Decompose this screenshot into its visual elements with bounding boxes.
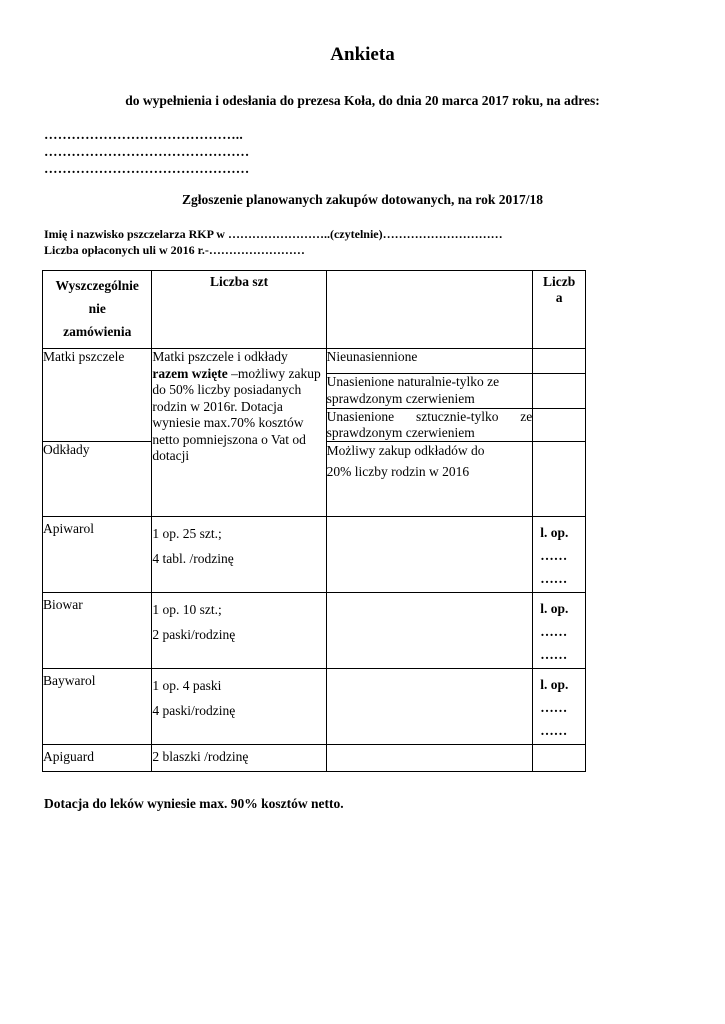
- count-label: l. op.: [540, 525, 569, 540]
- page-title: Ankieta: [330, 44, 395, 65]
- med-desc-line1: 1 op. 10 szt.;: [152, 602, 222, 617]
- matki-desc-pre: Matki pszczele i odkłady: [152, 349, 288, 364]
- matki-label: Matki pszczele: [43, 349, 152, 442]
- med-desc-apiwarol: [152, 517, 326, 593]
- subtitle: do wypełnienia i odesłania do prezesa Koła, do dnia 20 marca 2017 roku, na adres:: [125, 93, 600, 108]
- med-empty[interactable]: [326, 517, 533, 593]
- header-item-type-line3: zamówienia: [63, 324, 132, 339]
- table-header-row: [43, 271, 586, 349]
- address-line-2: ………………………………………: [44, 144, 250, 159]
- matki-count-3[interactable]: [533, 409, 586, 442]
- med-desc-line1: 1 op. 25 szt.;: [152, 526, 222, 541]
- footer-note: Dotacja do leków wyniesie max. 90% kosztów netto.: [44, 796, 344, 811]
- med-name-apiguard: Apiguard: [43, 745, 152, 772]
- odklady-label: Odkłady: [43, 442, 152, 517]
- med-desc-line2: 4 tabl. /rodzinę: [152, 551, 234, 566]
- matki-option-2: Unasienione naturalnie-tylko ze sprawdzonym czerwieniem: [326, 374, 533, 409]
- med-desc-line1: 1 op. 4 paski: [152, 678, 222, 693]
- med-count-apiguard[interactable]: [533, 745, 586, 772]
- med-name-biowar: Biowar: [43, 593, 152, 669]
- matki-option-3: Unasienione sztucznie-tylko ze sprawdzonym czerwieniem: [326, 409, 533, 440]
- med-empty[interactable]: [326, 745, 533, 772]
- count-label: l. op.: [540, 677, 569, 692]
- med-desc-line2: 4 paski/rodzinę: [152, 703, 236, 718]
- med-empty[interactable]: [326, 669, 533, 745]
- med-desc-line2: 2 paski/rodzinę: [152, 627, 236, 642]
- count-dots-1: ……: [540, 548, 568, 563]
- section-heading: Zgłoszenie planowanych zakupów dotowanych, na rok 2017/18: [182, 192, 543, 207]
- beekeeper-name-line: Imię i nazwisko pszczelarza RKP w ……………………..(czytelnie)…………………………: [44, 227, 503, 241]
- odklady-count[interactable]: [533, 442, 586, 517]
- header-count-line1: Liczb: [543, 274, 576, 289]
- header-item-type-line1: Wyszczególnie: [55, 278, 139, 293]
- header-item-type-line2: nie: [88, 301, 106, 316]
- address-line-3: ………………………………………: [44, 161, 250, 176]
- med-count-apiwarol[interactable]: [533, 517, 586, 593]
- count-dots-1: ……: [540, 700, 568, 715]
- count-dots-2: ……: [540, 647, 568, 662]
- table-row: [43, 593, 586, 669]
- count-dots-2: ……: [540, 723, 568, 738]
- med-name-apiwarol: Apiwarol: [43, 517, 152, 593]
- header-empty: [326, 271, 533, 349]
- med-count-biowar[interactable]: [533, 593, 586, 669]
- count-dots-2: ……: [540, 571, 568, 586]
- matki-count-2[interactable]: [533, 374, 586, 409]
- odklady-note-line2: 20% liczby rodzin w 2016: [326, 463, 470, 479]
- odklady-note-line1: Możliwy zakup odkładów do: [326, 443, 485, 458]
- header-count: [533, 271, 586, 349]
- med-name-baywarol: Baywarol: [43, 669, 152, 745]
- odklady-note: [326, 442, 533, 517]
- matki-count-1[interactable]: [533, 349, 586, 374]
- med-desc-baywarol: [152, 669, 326, 745]
- table-row: [43, 745, 586, 772]
- med-count-baywarol[interactable]: [533, 669, 586, 745]
- header-quantity: Liczba szt: [152, 271, 326, 349]
- header-count-line2: a: [555, 290, 563, 305]
- med-empty[interactable]: [326, 593, 533, 669]
- table-row: [43, 669, 586, 745]
- header-item-type: [43, 271, 152, 349]
- med-desc-apiguard: 2 blaszki /rodzinę: [152, 745, 326, 772]
- order-table: [42, 270, 586, 772]
- med-desc-biowar: [152, 593, 326, 669]
- count-label: l. op.: [540, 601, 569, 616]
- table-row: [43, 349, 586, 374]
- matki-description: [152, 349, 326, 517]
- hives-count-line: Liczba opłaconych uli w 2016 r.-……………………: [44, 243, 305, 257]
- matki-option-1: Nieunasiennione: [326, 349, 533, 374]
- count-dots-1: ……: [540, 624, 568, 639]
- table-row: [43, 517, 586, 593]
- address-line-1: ……………………………………..: [44, 127, 243, 142]
- matki-desc-post: –możliwy zakup do 50% liczby posiadanych rodzin w 2016r. Dotacja wyniesie max.70% kosztów netto pomniejszona o Vat od dotacji: [152, 365, 321, 463]
- matki-desc-bold: razem wzięte: [152, 365, 228, 381]
